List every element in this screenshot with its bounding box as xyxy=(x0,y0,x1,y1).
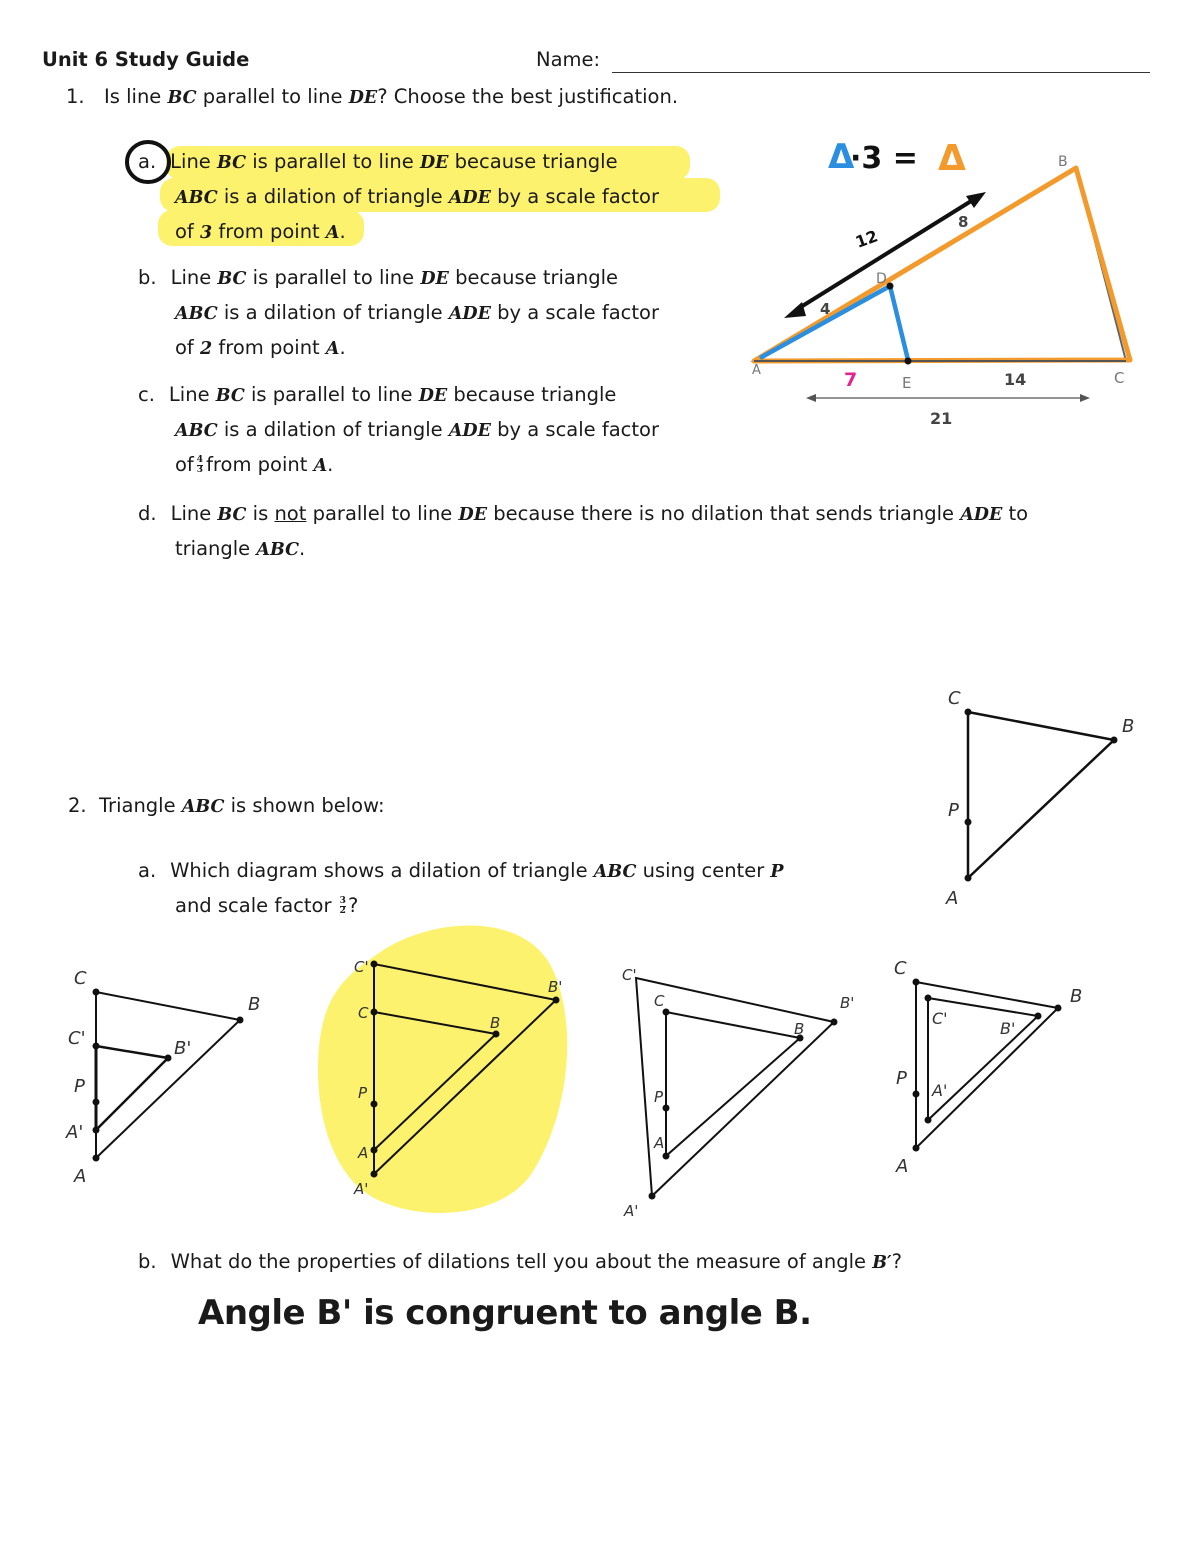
length-db: 8 xyxy=(958,213,969,231)
name-label: Name: xyxy=(536,48,601,71)
c1-label-a: A xyxy=(74,1166,87,1187)
length-ac: 21 xyxy=(930,409,953,428)
c1-label-cp: C' xyxy=(68,1028,86,1049)
q1-number: 1. xyxy=(66,85,85,108)
arrow-ab-length xyxy=(796,198,976,310)
c3-label-p: P xyxy=(654,1088,664,1106)
c3-label-ap: A' xyxy=(624,1202,639,1220)
q2-part-b: b. What do the properties of dilations tell you about the measure of angle B′? xyxy=(138,1250,902,1273)
c2-label-ap: A' xyxy=(354,1180,369,1198)
handwritten-answer[interactable]: Angle B' is congruent to angle B. xyxy=(198,1293,812,1333)
c2-label-b: B xyxy=(490,1014,501,1032)
length-ec: 14 xyxy=(1004,370,1027,389)
c2-label-bp: B' xyxy=(548,978,563,996)
c2-label-p: P xyxy=(358,1084,368,1102)
ref-label-p: P xyxy=(948,800,959,821)
q1-option-b[interactable]: b. Line BC is parallel to line DE because triangle ABC is a dilation of triangle ADE by a scale factor of 2 from point A. xyxy=(138,266,659,359)
length-ad: 4 xyxy=(820,300,831,318)
arrow-head-ac-right-icon xyxy=(1080,394,1090,402)
c2-label-a: A xyxy=(358,1144,369,1162)
q2-choice-4[interactable] xyxy=(888,954,1098,1184)
label-b: B xyxy=(1058,154,1068,170)
c4-label-bp: B' xyxy=(1000,1019,1016,1038)
point-e xyxy=(905,358,912,365)
q1-option-a[interactable]: a. Line BC is parallel to line DE because triangle ABC is a dilation of triangle ADE by a scale factor of 3 from point A. xyxy=(138,150,659,243)
point-d xyxy=(887,283,894,290)
c3-label-c: C xyxy=(654,992,665,1010)
c2-label-c: C xyxy=(358,1004,369,1022)
c4-label-c: C xyxy=(894,958,907,979)
annotation-times-three: ·3 = xyxy=(850,141,918,176)
ref-label-c: C xyxy=(948,688,961,709)
c3-label-cp: C' xyxy=(622,966,637,984)
length-ae: 7 xyxy=(844,369,858,391)
c4-label-b: B xyxy=(1070,986,1083,1007)
c1-label-b: B xyxy=(248,994,261,1015)
c3-label-b: B xyxy=(794,1020,805,1038)
label-e: E xyxy=(902,374,912,392)
q1-option-c[interactable]: c. Line BC is parallel to line DE because triangle ABC is a dilation of triangle ADE by a scale factor of $\frac{4}{3}$ from point A. xyxy=(138,383,659,476)
q1-option-d[interactable]: d. Line BC is not parallel to line DE because there is no dilation that sends triangle ADE to triangle ABC. xyxy=(138,502,1029,560)
q2-part-a: a. Which diagram shows a dilation of triangle ABC using center P and scale factor $\frac{3}{2}$ ? xyxy=(138,859,784,917)
arrow-head-ac-left-icon xyxy=(806,394,816,402)
triangle-orange-icon: Δ xyxy=(938,138,966,179)
triangle-blue-icon: Δ xyxy=(828,137,855,177)
ref-label-b: B xyxy=(1122,716,1135,737)
worksheet-title: Unit 6 Study Guide xyxy=(42,48,250,71)
label-a: A xyxy=(752,363,761,378)
c2-label-cp: C' xyxy=(354,958,369,976)
label-c: C xyxy=(1114,369,1125,387)
c3-label-a: A xyxy=(654,1134,665,1152)
q2-choice-1[interactable] xyxy=(60,960,280,1190)
arrow-head-right-icon xyxy=(966,192,986,208)
c4-label-cp: C' xyxy=(932,1009,948,1028)
c1-label-bp: B' xyxy=(174,1038,192,1059)
q2-prompt: 2. Triangle ABC is shown below: xyxy=(68,794,385,817)
q2-choice-3[interactable] xyxy=(614,960,864,1220)
label-d: D xyxy=(876,271,887,287)
q1-prompt: Is line BC parallel to line DE? Choose the best justification. xyxy=(104,85,679,108)
c1-label-ap: A' xyxy=(66,1122,84,1143)
c4-label-a: A xyxy=(896,1156,909,1177)
q1-triangle-diagram xyxy=(740,130,1160,440)
length-ab: 12 xyxy=(852,226,881,252)
name-blank-line[interactable] xyxy=(612,72,1150,73)
c4-label-ap: A' xyxy=(932,1081,948,1100)
c4-label-p: P xyxy=(896,1068,907,1089)
c1-label-c: C xyxy=(74,968,87,989)
q2-choice-2[interactable] xyxy=(340,952,580,1202)
ref-label-a: A xyxy=(946,888,959,909)
blue-triangle-ade xyxy=(760,286,908,360)
q2-reference-triangle xyxy=(930,680,1150,910)
c1-label-p: P xyxy=(74,1076,85,1097)
c3-label-bp: B' xyxy=(840,994,855,1012)
